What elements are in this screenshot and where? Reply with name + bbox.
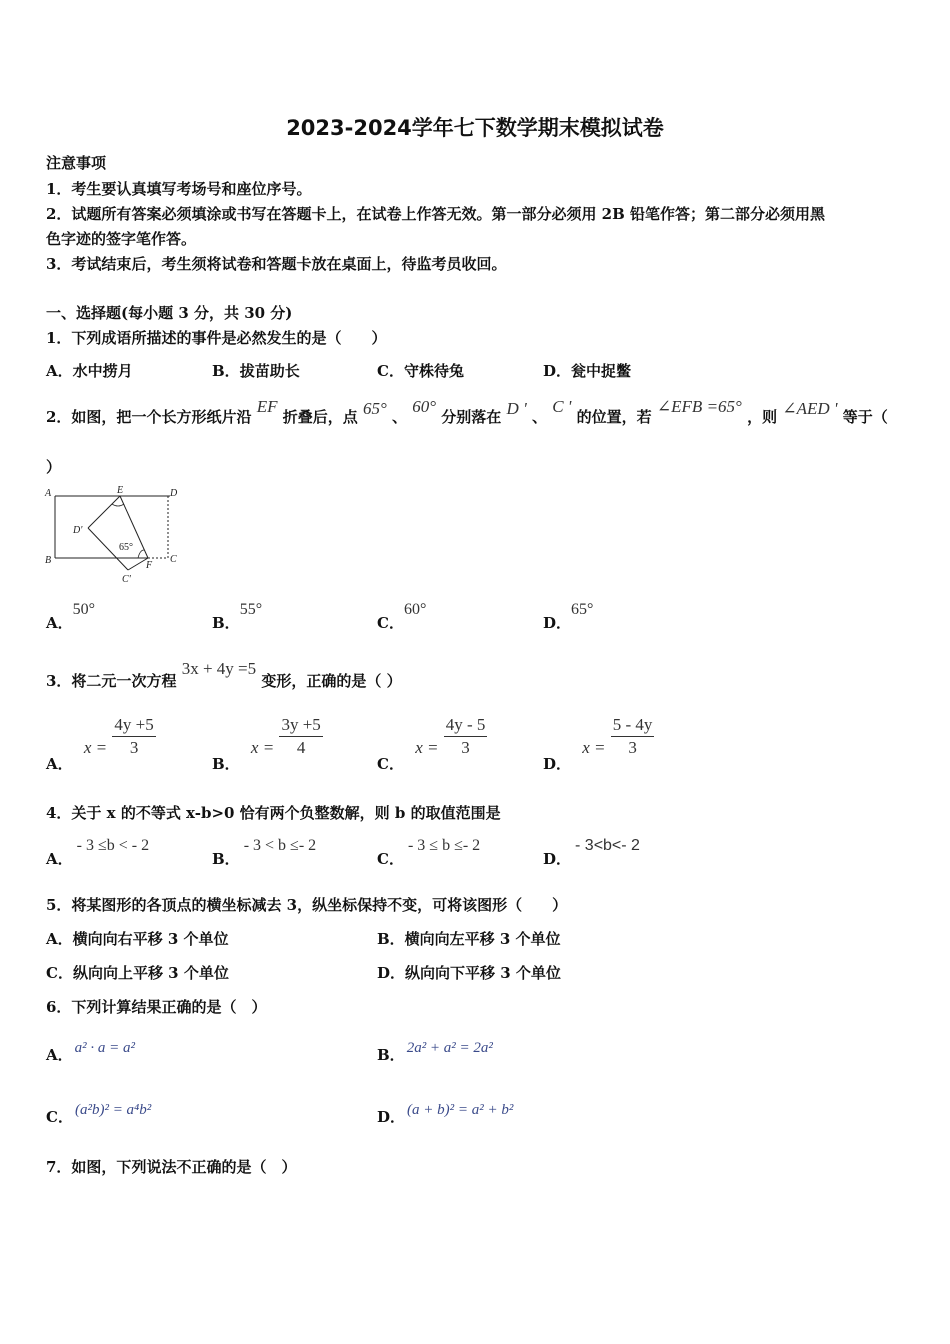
fig-label-a: A: [45, 488, 52, 499]
q7-stem: 7．如图，下列说法不正确的是（ ）: [46, 1158, 297, 1176]
q3-option-a: A． x = $\frac{4y +5}{3}$: [46, 715, 154, 773]
q1-option-a: A．水中捞月: [46, 362, 133, 380]
notice-line-3: 3．考试结束后，考生须将试卷和答题卡放在桌面上，待监考员收回。: [46, 255, 507, 273]
q4-stem: 4．关于 x 的不等式 x-b>0 恰有两个负整数解，则 b 的取值范围是: [46, 804, 501, 822]
q3-option-d: D． x = $\frac{5 - 4y}{3}$: [543, 715, 653, 773]
q2-stem-close: ）: [46, 458, 62, 476]
q4-option-c: C．- 3 ≤ b ≤- 2: [377, 837, 481, 868]
q1-option-c: C．守株待兔: [377, 362, 464, 380]
fig-label-b: B: [45, 555, 52, 566]
q2-option-b: B．55°: [212, 601, 263, 632]
notice-heading: 注意事项: [46, 154, 107, 172]
q1-option-d: D．瓮中捉鳖: [543, 362, 632, 380]
q6-stem: 6．下列计算结果正确的是（ ）: [46, 998, 267, 1016]
q5-option-a: A．横向向右平移 3 个单位: [46, 930, 229, 948]
q6-option-d: D． (a + b)² = a² + b²: [377, 1102, 514, 1126]
section-heading: 一、选择题(每小题 3 分，共 30 分): [46, 304, 293, 322]
q5-stem: 5．将某图形的各顶点的横坐标减去 3，纵坐标保持不变，可将该图形（ ）: [46, 896, 568, 914]
q3-option-c: C． x = $\frac{4y - 5}{3}$: [377, 715, 486, 773]
q3-stem: 3．将二元一次方程 3x + 4y =5 变形，正确的是（ ）: [46, 659, 402, 690]
q5-option-c: C．纵向向上平移 3 个单位: [46, 964, 229, 982]
q2-figure: [40, 484, 190, 590]
q4-option-a: A．- 3 ≤b < - 2: [46, 837, 150, 868]
notice-line-1: 1．考生要认真填写考场号和座位序号。: [46, 180, 312, 198]
q5-option-d: D．纵向向下平移 3 个单位: [377, 964, 561, 982]
q4-option-d: D．- 3<b<- 2: [543, 837, 640, 868]
q2-option-a: A．50°: [46, 601, 96, 632]
notice-line-2a: 2．试题所有答案必须填涂或书写在答题卡上，在试卷上作答无效。第一部分必须用 2B 铅笔作答；第二部分必须用黑: [46, 205, 826, 223]
q4-option-b: B．- 3 < b ≤- 2: [212, 837, 317, 868]
q2-option-c: C．60°: [377, 601, 427, 632]
q6-option-a: A． a² · a = a²: [46, 1040, 136, 1064]
fig-label-angle: 65°: [119, 542, 133, 553]
q6-option-c: C． (a²b)² = a⁴b²: [46, 1102, 152, 1126]
fig-label-c: C: [170, 554, 177, 565]
q2-option-d: D．65°: [543, 601, 594, 632]
fig-label-d: D: [170, 488, 178, 499]
q5-option-b: B．横向向左平移 3 个单位: [377, 930, 561, 948]
notice-line-2b: 色字迹的签字笔作答。: [46, 230, 197, 248]
fig-label-e: E: [117, 485, 124, 496]
q1-option-b: B．拔苗助长: [212, 362, 300, 380]
fig-label-dprime: D': [73, 525, 83, 536]
q1-stem: 1．下列成语所描述的事件是必然发生的是（ ）: [46, 329, 387, 347]
fig-label-f: F: [146, 560, 153, 571]
fig-label-cprime: C': [122, 574, 131, 585]
q3-option-b: B． x = $\frac{3y +5}{4}$: [212, 715, 321, 773]
q6-option-b: B． 2a² + a² = 2a²: [377, 1040, 493, 1064]
q2-stem-line1: 2．如图，把一个长方形纸片沿 EF 折叠后，点 65° 、 60° 分别落在 D ' 、 C ' 的位置，若 ∠EFB =65° ，则 ∠AED ' 等于（: [46, 397, 888, 426]
page-title: 2023-2024学年七下数学期末模拟试卷: [286, 116, 664, 140]
